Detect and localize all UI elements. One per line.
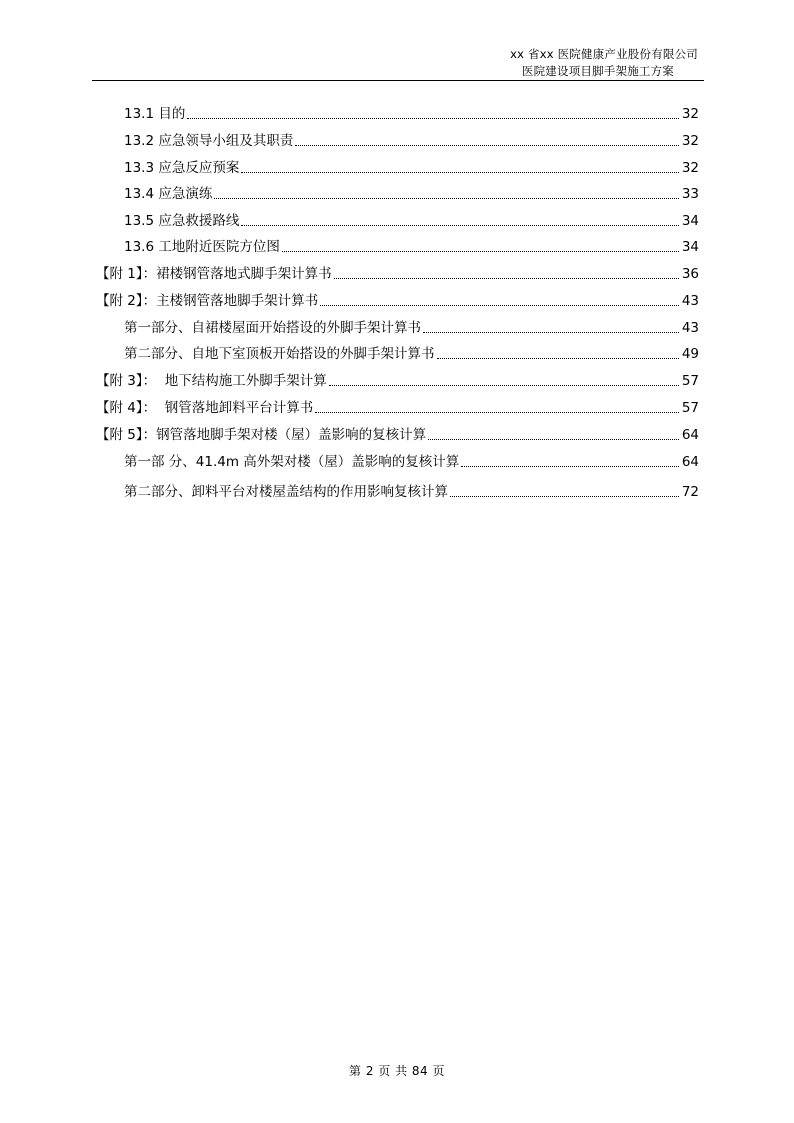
toc-entry[interactable] xyxy=(124,129,699,149)
toc-entry-page: 72 xyxy=(681,484,699,500)
toc-entry-page: 34 xyxy=(681,213,699,229)
toc-leader-dots xyxy=(241,172,678,173)
toc-entry-label: 【附 1】：裙楼钢管落地式脚手架计算书 xyxy=(96,266,332,282)
page-header xyxy=(92,44,704,81)
toc-entry[interactable] xyxy=(96,289,699,309)
toc-leader-dots xyxy=(320,305,679,306)
toc-leader-dots xyxy=(187,118,678,119)
toc-entry-page: 33 xyxy=(681,186,699,202)
toc-entry-label: 第一部 分、41.4m 高外架对楼（屋）盖影响的复核计算 xyxy=(124,454,460,470)
toc-entry-label: 13.5 应急救援路线 xyxy=(124,213,240,229)
toc-leader-dots xyxy=(282,251,679,252)
toc-leader-dots xyxy=(329,385,679,386)
toc-entry[interactable] xyxy=(96,396,699,416)
toc-leader-dots xyxy=(214,198,678,199)
toc-entry[interactable] xyxy=(124,316,699,336)
toc-entry-page: 57 xyxy=(681,373,699,389)
toc-entry-label: 13.4 应急演练 xyxy=(124,186,213,202)
toc-entry[interactable] xyxy=(124,342,699,362)
toc-entry-label: 13.3 应急反应预案 xyxy=(124,160,240,176)
toc-entry-label: 13.2 应急领导小组及其职责 xyxy=(124,133,294,149)
header-project: 医院建设项目脚手架施工方案 xyxy=(521,64,674,78)
toc-entry-label: 【附 2】：主楼钢管落地脚手架计算书 xyxy=(96,293,319,309)
toc-entry-page: 57 xyxy=(681,400,699,416)
toc-entry-label: 第二部分、自地下室顶板开始搭设的外脚手架计算书 xyxy=(124,346,435,362)
toc-entry[interactable] xyxy=(124,102,699,122)
toc-entry[interactable] xyxy=(96,423,699,443)
toc-entry[interactable] xyxy=(124,209,699,229)
toc-entry-label: 【附 4】： 钢管落地卸料平台计算书 xyxy=(96,400,314,416)
toc-leader-dots xyxy=(437,358,679,359)
toc-entry-page: 43 xyxy=(681,293,699,309)
toc-entry-label: 13.1 目的 xyxy=(124,106,186,122)
toc-entry-page: 32 xyxy=(681,160,699,176)
page-footer: 第 2 页 共 84 页 xyxy=(349,1064,445,1078)
toc-leader-dots xyxy=(315,412,679,413)
toc-entry-page: 49 xyxy=(681,346,699,362)
toc-entry-page: 64 xyxy=(681,427,699,443)
header-company: xx 省xx 医院健康产业股份有限公司 xyxy=(510,47,698,61)
toc-leader-dots xyxy=(334,278,679,279)
toc-leader-dots xyxy=(423,332,679,333)
toc-entry[interactable] xyxy=(124,480,699,500)
toc-entry-page: 64 xyxy=(681,454,699,470)
toc-entry[interactable] xyxy=(124,156,699,176)
toc-entry[interactable] xyxy=(96,262,699,282)
toc-entry[interactable] xyxy=(124,235,699,255)
toc-entry-label: 【附 3】： 地下结构施工外脚手架计算 xyxy=(96,373,327,389)
toc-leader-dots xyxy=(428,439,679,440)
toc-entry[interactable] xyxy=(124,182,699,202)
toc-entry[interactable] xyxy=(124,450,699,470)
toc-entry-label: 【附 5】：钢管落地脚手架对楼（屋）盖影响的复核计算 xyxy=(96,427,427,443)
toc-entry-label: 13.6 工地附近医院方位图 xyxy=(124,239,280,255)
toc-entry-label: 第二部分、卸料平台对楼屋盖结构的作用影响复核计算 xyxy=(124,484,448,500)
toc-entry[interactable] xyxy=(96,369,699,389)
toc-leader-dots xyxy=(241,225,678,226)
toc-entry-page: 36 xyxy=(681,266,699,282)
toc-entry-page: 43 xyxy=(681,320,699,336)
toc-leader-dots xyxy=(450,496,679,497)
toc-leader-dots xyxy=(461,466,679,467)
toc-entry-page: 34 xyxy=(681,239,699,255)
toc-entry-page: 32 xyxy=(681,106,699,122)
toc-leader-dots xyxy=(295,145,678,146)
toc-entry-label: 第一部分、自裙楼屋面开始搭设的外脚手架计算书 xyxy=(124,320,421,336)
toc-entry-page: 32 xyxy=(681,133,699,149)
